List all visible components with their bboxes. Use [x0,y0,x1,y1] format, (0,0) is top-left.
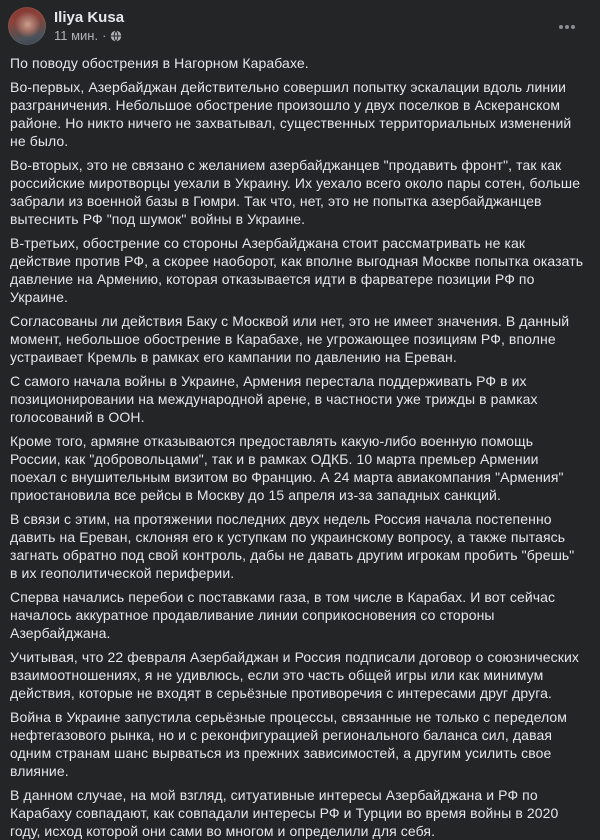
post-paragraph: В связи с этим, на протяжении последних двух недель Россия начала постепенно давить на Ереван, склоняя его к уступкам по украинскому вопросу, а также пытаясь загнать обратно под свой контроль, дабы не давать другим игрокам пробить "брешь" в их геополитической периферии. [10,511,575,581]
separator-dot: · [102,28,107,43]
post-paragraph: Сперва начались перебои с поставками газа, в том числе в Карабах. И вот сейчас началось аккуратное продавливание линии соприкосновения со стороны Азербайджана. [10,589,556,641]
post-meta [54,7,124,44]
avatar[interactable] [8,7,46,45]
post-options-button[interactable] [551,15,583,39]
post-paragraph: Во-первых, Азербайджан действительно совершил попытку эскалации вдоль линии разграничения. Небольшое обострение произошло у двух поселков в Аскеранском районе. Но никто ничего не захватывал, существенных территориальных изменений не было. [10,79,572,149]
ellipsis-icon [559,25,575,29]
post-paragraph: В-третьих, обострение со стороны Азербайджана стоит рассматривать не как действие против РФ, а скорее наоборот, как вполне выгодная Москве попытка оказать давление на Армению, которая отказывается идти в фарватере позиции РФ по Украине. [10,235,584,305]
post-paragraph: Кроме того, армяне отказываются предоставлять какую-либо военную помощь России, как "добровольцами", так и в рамках ОДКБ. 10 марта премьер Армении поехал с внушительным визитом во Францию. А 24 марта авиакомпания "Армения" приостановила все рейсы в Москву до 15 апреля из-за западных санкций. [10,433,564,503]
timestamp[interactable]: 11 мин. [54,28,99,43]
post-paragraph: Война в Украине запустила серьёзные процессы, связанные не только с переделом нефтегазового рынка, но и с реконфигурацией регионального баланса сил, давая одним странам шанс вырваться из прежних зависимостей, а другим усилить свое влияние. [10,709,568,779]
post-paragraph: По поводу обострения в Нагорном Карабахе. [10,55,309,71]
post-paragraph: Во-вторых, это не связано с желанием азербайджанцев "продавить фронт", так как российские миротворцы уехали в Украину. Их уехало всего около пары сотен, больше забрали из военной базы в Гюмри. Так что, нет, это не попытка азербайджанцев вытеснить РФ "под шумок" войны в Украине. [10,157,581,227]
post-body [8,54,585,840]
post-paragraph: В данном случае, на мой взгляд, ситуативные интересы Азербайджана и РФ по Карабаху совпадают, как совпадали интересы РФ и Турции во время войны в 2020 году, исход которой они сами во многом и определили для себя. [10,787,559,839]
post-subline [54,27,124,44]
globe-icon [110,30,122,42]
author-name[interactable]: Iliya Kusa [54,9,125,26]
post-paragraph: Учитывая, что 22 февраля Азербайджан и Россия подписали договор о союзнических взаимоотношениях, я не удивлюсь, если это часть общей игры или как минимум действия, которые не входят в серьёзные противоречия с интересами друг друга. [10,649,579,701]
post-paragraph: С самого начала войны в Украине, Армения перестала поддерживать РФ в их позиционировании на международной арене, в частности уже трижды в рамках голосований в ООН. [10,373,538,425]
post-header [8,7,585,45]
post-paragraph: Согласованы ли действия Баку с Москвой или нет, это не имеет значения. В данный момент, небольшое обострение в Карабахе, не угрожающее позициям РФ, вполне устраивает Кремль в рамках его кампании по давлению на Ереван. [10,313,570,365]
